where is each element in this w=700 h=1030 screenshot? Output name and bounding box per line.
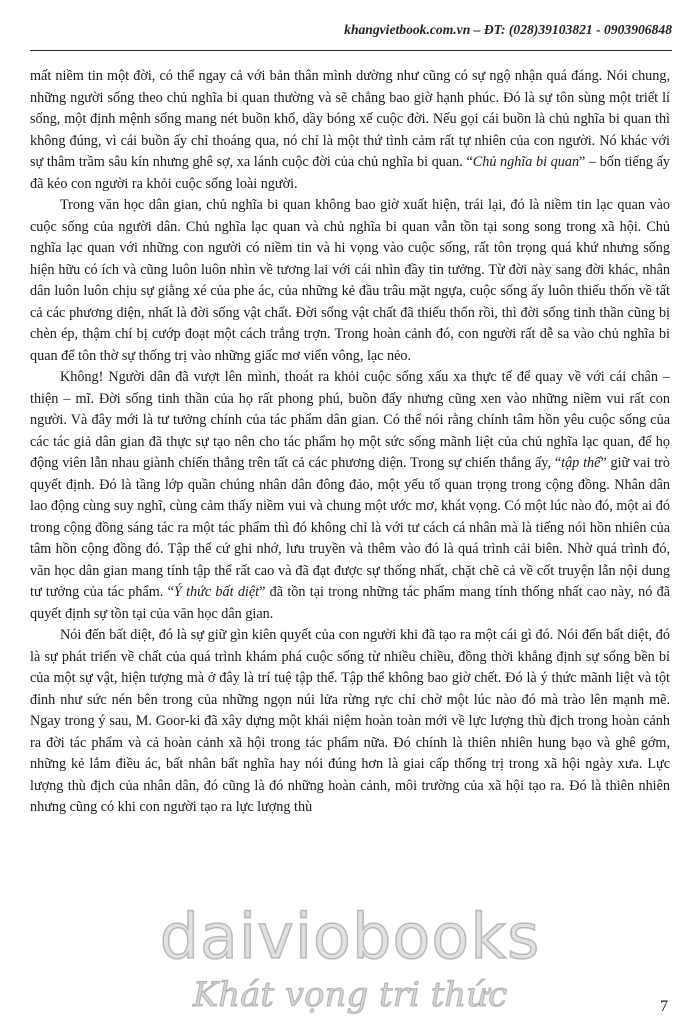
header-divider — [30, 50, 672, 51]
paragraph — [30, 625, 670, 819]
italic-phrase: Chủ nghĩa bi quan — [472, 154, 580, 170]
paragraph — [30, 367, 670, 625]
text-run: Nói đến bất diệt, đó là sự giữ gìn kiên quyết của con người khi đã tạo ra một cái gì đó. Nói đến bất diệt, đó là sự phát triển về chất của quá trình khám phá cuộc sống từ nhiều chiều, đồng thời khẳng định sự sống bền bỉ của một sự vật, hiện tượng mà ở đây là trí tuệ tập thể. Tập thể không bao giờ chết. Đó là ý thức mãnh liệt và tột đỉnh như sức nén bên trong của những ngọn núi lửa rừng rực chỉ chờ một lúc nào đó mà trào lên mạnh mẽ. Ngay trong ý sau, M. Goor-ki đã xây dựng một khái niệm hoàn toàn mới về lực lượng thù địch trong hoàn cảnh ra đời tác phẩm và cả hoàn cảnh xã hội trong tác phẩm nữa. Đó chính là thiên nhiên hung bạo và ghê gớm, những kẻ lắm điều ác, bất nhân bất nghĩa hay nói đúng hơn là giai cấp thống trị trong xã hội ngày xưa. Lực lượng thù địch của nhân dân, đó cũng là đó những hoàn cảnh, môi trường của xã hội tạo ra. Đó là thiên nhiên nhưng cũng có khi con người tạo ra lực lượng thù — [30, 627, 670, 815]
paragraph — [30, 66, 670, 195]
page-number: 7 — [660, 998, 668, 1015]
page-header: khangvietbook.com.vn – ĐT: (028)39103821 - 0903906848 — [344, 22, 672, 37]
text-run: mất niềm tin một đời, có thể ngay cả với bản thân mình dường như cũng có sự ngộ nhận quá đáng. Nói chung, những người sống theo chủ nghĩa bi quan thường và sẽ chẳng bao giờ hạnh phúc. Đó là sự tôn sùng một triết lí sống, một định mệnh sống mang nét buồn khổ, dầy bóng xế cuộc đời. Nếu gọi cái buồn là chủ nghĩa bi quan thì không đúng, vì cái buồn ấy chỉ thoáng qua, nó chỉ là một thứ tình cảm rất tự nhiên của con người. Nó khác với sự thâm trầm sâu kín nhưng ghê sợ, xa lánh cuộc đời của chủ nghĩa bi quan. “ — [30, 68, 670, 170]
text-run: ” – bốn tiếng ấy đã kéo con người ra khỏi cuộc sống loài người. — [30, 154, 671, 192]
text-run: Không! Người dân đã vượt lên mình, thoát ra khỏi cuộc sống xấu xa thực tế để quay về với cái chân – thiện – mĩ. Đời sống tinh thần của họ rất phong phú, buồn đấy nhưng cũng xen vào những niềm vui rất con người. Và đây mới là tư tưởng chính của tác phẩm dân gian. Có thể nói rằng chính tâm hồn yêu cuộc sống của các tác giả dân gian đã thực sự tạo nên cho tác phẩm họ một sức sống mãnh liệt của chủ nghĩa lạc quan, để họ động viên lẫn nhau giành chiến thắng trên tất cả các phương diện. Trong sự chiến thắng ấy, “ — [30, 369, 670, 471]
italic-phrase: tập thể — [561, 455, 601, 471]
text-run: ” đã tồn tại trong những tác phẩm mang tính thống nhất cao này, nó đã quyết định sự tồn tại của văn học dân gian. — [30, 584, 670, 622]
text-run: ” giữ vai trò quyết định. Đó là tầng lớp quần chúng nhân dân đông đảo, một yếu tố quan trọng trong cộng đồng. Nhân dân lao động cùng suy nghĩ, cùng cảm thấy niềm vui và chung một ước mơ, khát vọng. Có một lúc nào đó, một ai đó trong cộng đồng sáng tác ra một tác phẩm thì đó không chỉ là với tư cách cá nhân mà là tiếng nói hồn nhiên của tâm hồn cộng đồng đó. Tập thể cứ ghi nhớ, lưu truyền và thêm vào đó là quá trình cải biên. Nhờ quá trình đó, văn học dân gian mang tính tập thể rất cao và đã đạt được sự thống nhất, chặt chẽ cả về cốt truyện lẫn nội dung tư tưởng của tác phẩm. “ — [30, 455, 670, 600]
watermark-slogan: Khát vọng tri thức — [192, 975, 508, 1015]
text-run: Trong văn học dân gian, chủ nghĩa bi quan không bao giờ xuất hiện, trái lại, đó là niềm tin lạc quan vào cuộc sống của người dân. Chủ nghĩa lạc quan và chủ nghĩa bi quan vẫn tồn tại song song trong xã hội. Chủ nghĩa lạc quan với những con người có niềm tin và hi vọng vào cuộc sống, rất tôn trọng quá khứ nhưng sống hiện hữu có ích và cũng luôn luôn nhìn về tương lai với cái nhìn đầy tin tưởng. Từ đời này sang đời khác, nhân dân luôn luôn chịu sự giằng xé của phe ác, của những kẻ đầu trâu mặt ngựa, cuộc sống ấy luôn thiếu thốn về tất cả các phương diện, nhất là đời sống vật chất. Đời sống vật chất đã thiếu thốn rồi, thì đời sống tinh thần cũng bị chèn ép, thậm chí bị cướp đoạt một cách trắng trợn. Trong hoàn cảnh đó, con người rất dễ sa vào chủ nghĩa bi quan để tôn thờ sự thống trị vào những giấc mơ viển vông, lạc nẻo. — [30, 197, 670, 364]
watermark-logo: daiviobooks — [159, 900, 541, 973]
italic-phrase: Ý thức bất diệt — [173, 584, 260, 600]
paragraph — [30, 195, 670, 367]
body-text — [30, 66, 670, 819]
